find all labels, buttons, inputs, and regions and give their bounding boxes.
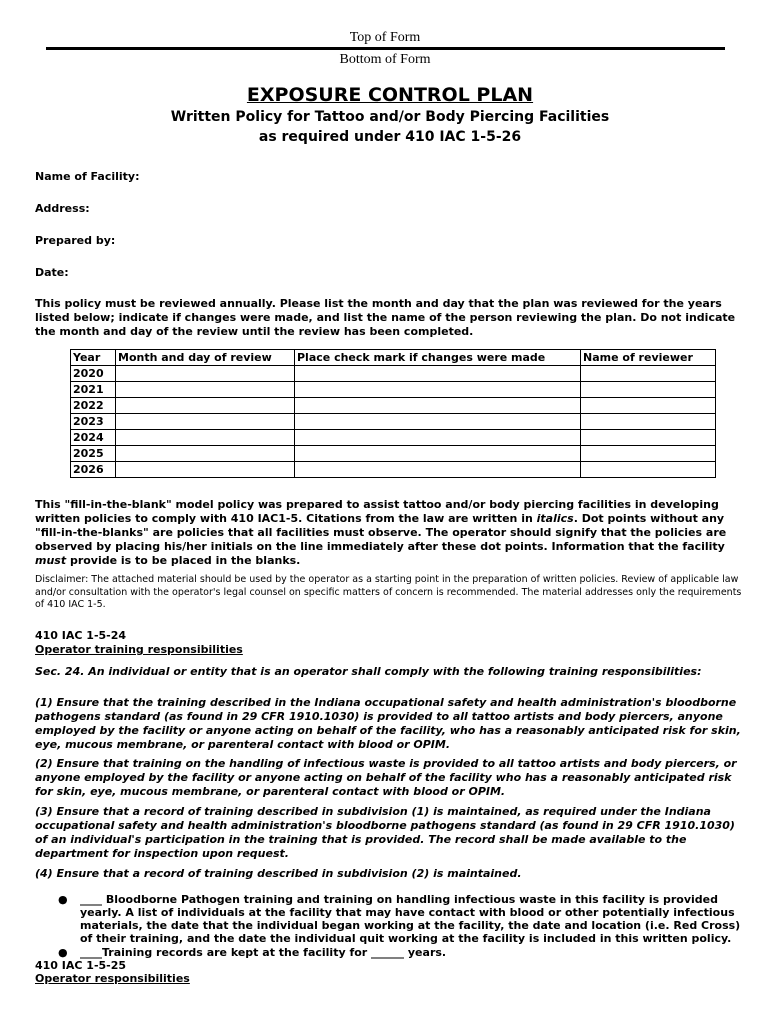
list-item — [58, 946, 748, 959]
reviewer-cell[interactable] — [581, 430, 716, 446]
top-of-form-label: Top of Form — [349, 30, 421, 45]
model-policy-intro — [35, 498, 747, 568]
reviewer-cell[interactable] — [581, 398, 716, 414]
bullet-text: ____ Bloodborne Pathogen training and training on handling infectious waste in this facility is provided yearly. A list of individuals at the facility that may have contact with blood or other potentially infectious materials, the date that the individual began working at the facility, the date and location (i.e. Red Cross) of their training, and the date the individual quit working at the facility is included in this written policy. — [80, 893, 741, 945]
bullet-icon: ● — [58, 946, 68, 959]
section-24-item-2: (2) Ensure that training on the handling of infectious waste is provided to all tattoo artists and body piercers, or anyone employed by the facility or anyone acting on behalf of the facility who has a reasonably anticipated risk for skin, eye, mucous membrane, or parenteral contact with blood or OPIM. — [35, 757, 737, 798]
review-date-cell[interactable] — [116, 398, 295, 414]
policy-review-note: This policy must be reviewed annually. Please list the month and day that the plan was reviewed for the years listed below; indicate if changes were made, and list the name of the person reviewing the plan. Do not indicate the month and day of the review until the review has been completed. — [35, 297, 736, 338]
review-date-cell[interactable] — [116, 414, 295, 430]
year-cell: 2020 — [71, 366, 116, 382]
facility-name-label: Name of Facility: — [35, 170, 140, 183]
changes-cell[interactable] — [295, 398, 581, 414]
review-table — [70, 349, 716, 478]
year-cell: 2025 — [71, 446, 116, 462]
review-date-cell[interactable] — [116, 462, 295, 478]
bullet-icon: ● — [58, 893, 68, 906]
changes-cell[interactable] — [295, 430, 581, 446]
changes-cell[interactable] — [295, 366, 581, 382]
section-25-code: 410 IAC 1-5-25 — [35, 959, 127, 972]
changes-cell[interactable] — [295, 382, 581, 398]
section-24-item-4: (4) Ensure that a record of training described in subdivision (2) is maintained. — [35, 867, 522, 880]
page-title: EXPOSURE CONTROL PLAN — [246, 84, 534, 106]
intro-text-part-1: This "fill-in-the-blank" model policy was prepared to assist tattoo and/or body piercing facilities in developing written policies to comply with 410 IAC1-5. Citations from the law are written in — [35, 498, 719, 525]
changes-cell[interactable] — [295, 446, 581, 462]
review-date-cell[interactable] — [116, 430, 295, 446]
address-label: Address: — [35, 202, 90, 215]
list-item — [58, 893, 748, 945]
bullet-text: ____Training records are kept at the facility for ______ years. — [80, 946, 447, 959]
year-cell: 2024 — [71, 430, 116, 446]
bottom-of-form-label: Bottom of Form — [339, 52, 431, 67]
prepared-by-label: Prepared by: — [35, 234, 116, 247]
year-cell: 2022 — [71, 398, 116, 414]
disclaimer: Disclaimer: The attached material should be used by the operator as a starting point in the preparation of written policies. Review of applicable law and/or consultation with the operator's legal counsel on specific matters of concern is recommended. The material addresses only the requirements of 410 IAC 1-5. — [35, 574, 742, 610]
date-label: Date: — [35, 266, 69, 279]
section-24-lead: Sec. 24. An individual or entity that is an operator shall comply with the following training responsibilities: — [35, 665, 702, 678]
intro-must-word: must — [35, 554, 67, 567]
column-header-changes: Place check mark if changes were made — [295, 350, 581, 366]
reviewer-cell[interactable] — [581, 414, 716, 430]
review-date-cell[interactable] — [116, 382, 295, 398]
year-cell: 2026 — [71, 462, 116, 478]
year-cell: 2021 — [71, 382, 116, 398]
table-row — [71, 366, 716, 382]
reviewer-cell[interactable] — [581, 462, 716, 478]
changes-cell[interactable] — [295, 462, 581, 478]
table-row — [71, 430, 716, 446]
review-date-cell[interactable] — [116, 446, 295, 462]
table-row — [71, 382, 716, 398]
section-24-heading: Operator training responsibilities — [35, 643, 243, 656]
table-row — [71, 398, 716, 414]
column-header-reviewer: Name of reviewer — [581, 350, 716, 366]
review-date-cell[interactable] — [116, 366, 295, 382]
table-row — [71, 446, 716, 462]
form-divider — [46, 47, 725, 50]
intro-text-part-3: provide is to be placed in the blanks. — [66, 554, 301, 567]
reviewer-cell[interactable] — [581, 366, 716, 382]
subtitle-line-1: Written Policy for Tattoo and/or Body Piercing Facilities — [170, 109, 610, 125]
year-cell: 2023 — [71, 414, 116, 430]
intro-text-part-2: . Dot points without any "fill-in-the-blanks" are policies that all facilities must observe. The operator should signify that the policies are observed by placing his/her initials on the line immediately after these dot points. Information that the facility — [35, 512, 727, 553]
table-row — [71, 414, 716, 430]
changes-cell[interactable] — [295, 414, 581, 430]
section-25-heading: Operator responsibilities — [35, 972, 190, 985]
intro-italics-word: italics — [536, 512, 574, 525]
subtitle-line-2: as required under 410 IAC 1-5-26 — [258, 129, 522, 145]
column-header-review-date: Month and day of review — [116, 350, 295, 366]
column-header-year: Year — [71, 350, 116, 366]
section-24-item-1: (1) Ensure that the training described in the Indiana occupational safety and health administration's bloodborne pathogens standard (as found in 29 CFR 1910.1030) is provided to all tattoo artists and body piercers, anyone employed by the facility or anyone acting on behalf of the facility, who has a reasonably anticipated risk for skin, eye, mucous membrane, or parenteral contact with blood or OPIM. — [35, 696, 741, 751]
section-24-code: 410 IAC 1-5-24 — [35, 629, 127, 642]
reviewer-cell[interactable] — [581, 446, 716, 462]
section-24-item-3: (3) Ensure that a record of training described in subdivision (1) is maintained, as required under the Indiana occupational safety and health administration's bloodborne pathogens standard (as found in 29 CFR 1910.1030) of an individual's participation in the training that is provided. The record shall be made available to the department for inspection upon request. — [35, 805, 735, 860]
table-row — [71, 462, 716, 478]
table-header-row — [71, 350, 716, 366]
reviewer-cell[interactable] — [581, 382, 716, 398]
